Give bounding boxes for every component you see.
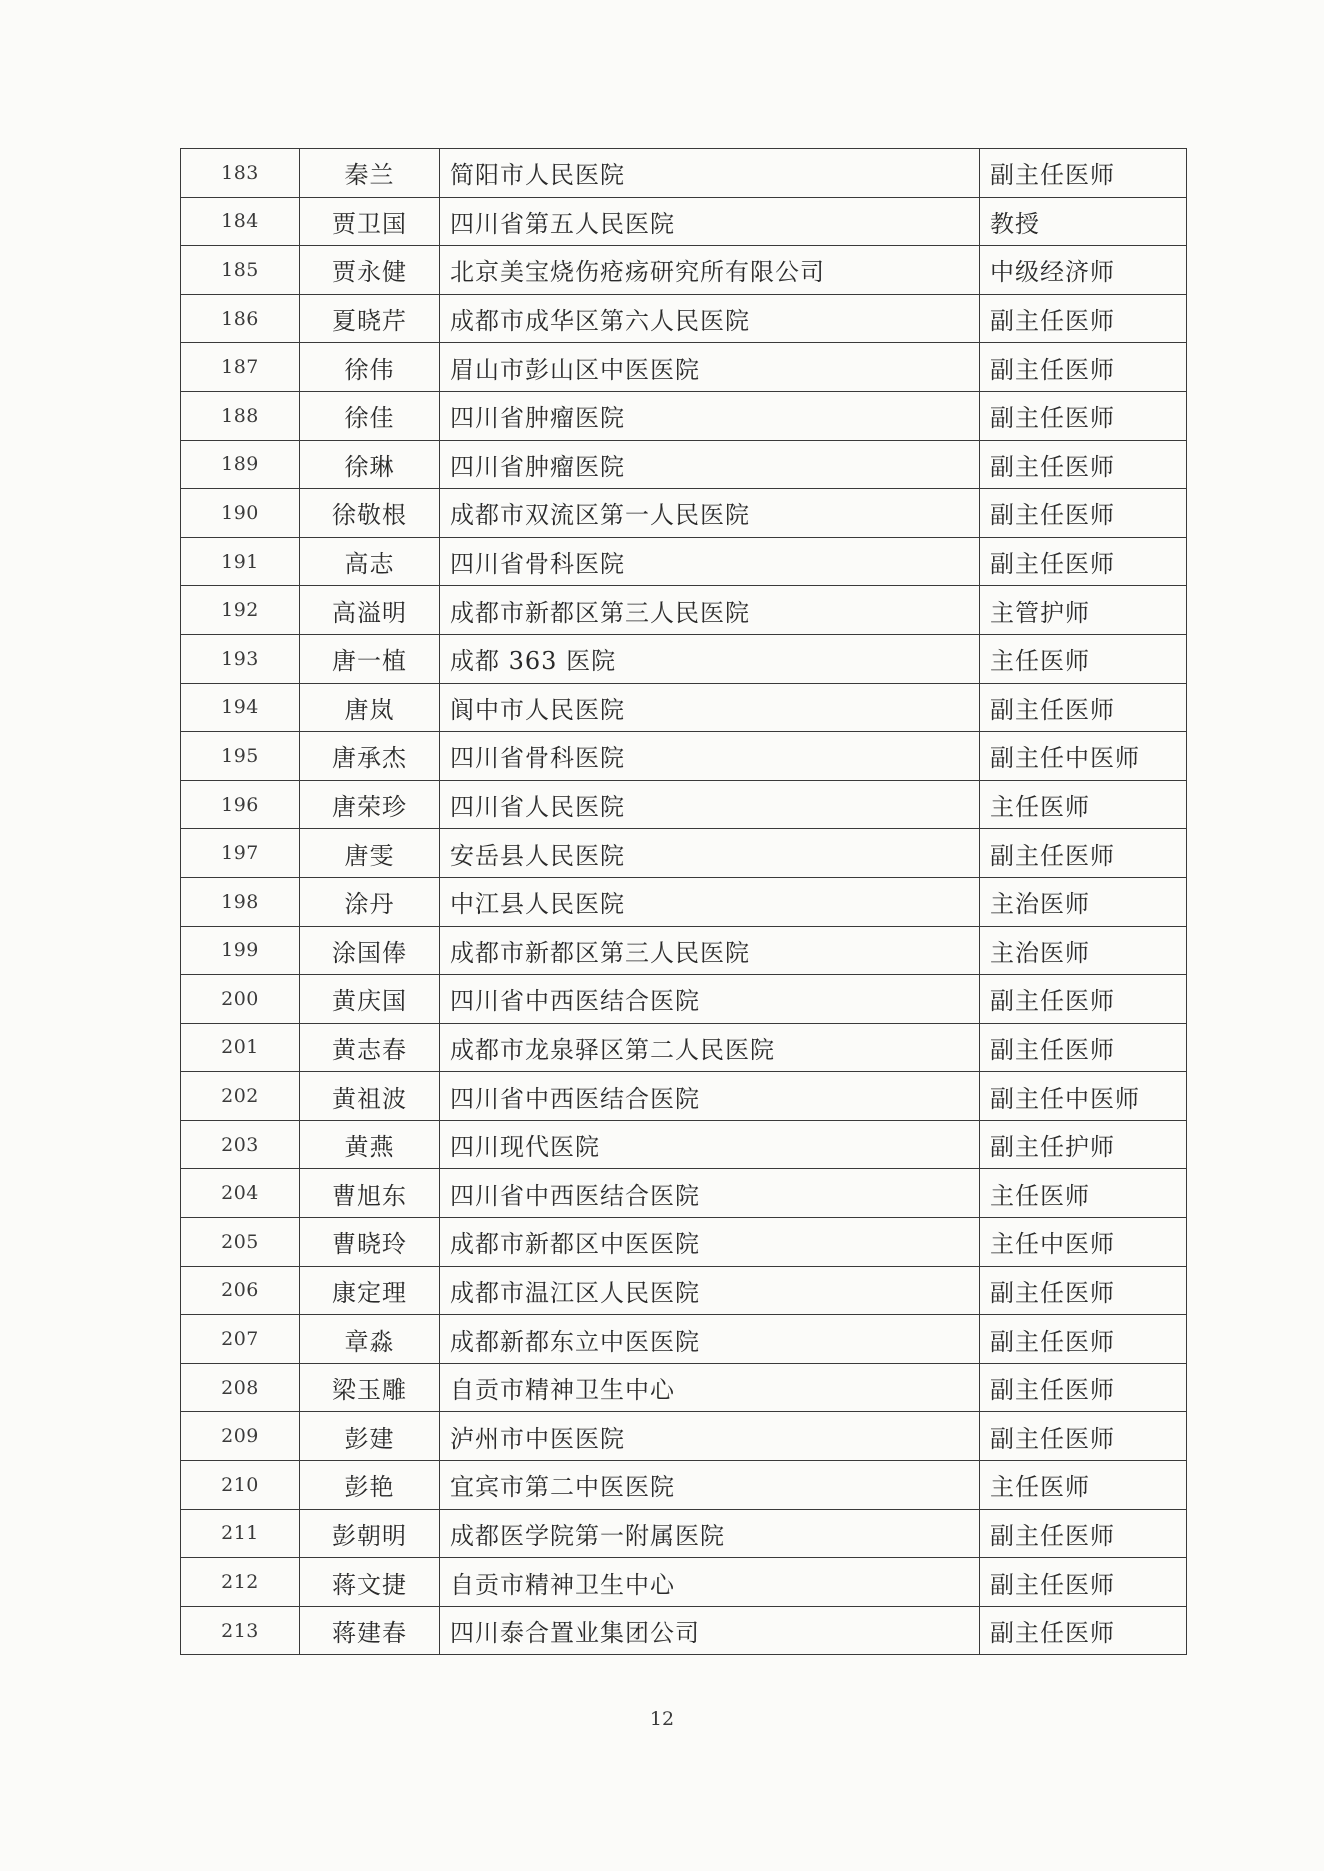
cell-number: 191: [181, 537, 300, 586]
cell-organization: 四川省第五人民医院: [440, 197, 980, 246]
table-row: [181, 197, 1187, 246]
cell-name: 彭建: [300, 1412, 440, 1461]
cell-number: 190: [181, 489, 300, 538]
cell-title: 副主任中医师: [980, 732, 1187, 781]
cell-name: 彭艳: [300, 1461, 440, 1510]
cell-name: 蒋文捷: [300, 1558, 440, 1607]
cell-organization: 北京美宝烧伤疮疡研究所有限公司: [440, 246, 980, 295]
cell-name: 唐岚: [300, 683, 440, 732]
cell-name: 康定理: [300, 1266, 440, 1315]
cell-title: 主任医师: [980, 1461, 1187, 1510]
cell-number: 184: [181, 197, 300, 246]
table-row: [181, 975, 1187, 1024]
cell-number: 203: [181, 1120, 300, 1169]
cell-organization: 宜宾市第二中医医院: [440, 1461, 980, 1510]
cell-name: 曹晓玲: [300, 1218, 440, 1267]
cell-organization: 安岳县人民医院: [440, 829, 980, 878]
table-row: [181, 829, 1187, 878]
table-row: [181, 683, 1187, 732]
table-row: [181, 391, 1187, 440]
table-row: [181, 1120, 1187, 1169]
cell-number: 189: [181, 440, 300, 489]
page-number: 12: [649, 1708, 675, 1730]
cell-name: 黄庆国: [300, 975, 440, 1024]
cell-name: 涂国俸: [300, 926, 440, 975]
cell-name: 秦兰: [300, 149, 440, 198]
cell-title: 副主任医师: [980, 1363, 1187, 1412]
table-row: [181, 294, 1187, 343]
cell-organization: 成都新都东立中医医院: [440, 1315, 980, 1364]
table-row: [181, 1218, 1187, 1267]
cell-number: 205: [181, 1218, 300, 1267]
cell-title: 主治医师: [980, 877, 1187, 926]
cell-number: 192: [181, 586, 300, 635]
cell-organization: 四川现代医院: [440, 1120, 980, 1169]
cell-organization: 四川省骨科医院: [440, 537, 980, 586]
cell-title: 副主任医师: [980, 1558, 1187, 1607]
cell-number: 212: [181, 1558, 300, 1607]
cell-title: 中级经济师: [980, 246, 1187, 295]
cell-name: 曹旭东: [300, 1169, 440, 1218]
cell-title: 副主任中医师: [980, 1072, 1187, 1121]
cell-organization: 成都市成华区第六人民医院: [440, 294, 980, 343]
cell-name: 唐一植: [300, 634, 440, 683]
table-row: [181, 1169, 1187, 1218]
cell-name: 章淼: [300, 1315, 440, 1364]
cell-organization: 成都市双流区第一人民医院: [440, 489, 980, 538]
cell-number: 186: [181, 294, 300, 343]
cell-number: 213: [181, 1606, 300, 1655]
cell-name: 涂丹: [300, 877, 440, 926]
cell-number: 199: [181, 926, 300, 975]
cell-title: 副主任医师: [980, 489, 1187, 538]
cell-title: 主任中医师: [980, 1218, 1187, 1267]
table-row: [181, 1412, 1187, 1461]
cell-organization: 四川省骨科医院: [440, 732, 980, 781]
table-row: [181, 246, 1187, 295]
cell-organization: 成都 363 医院: [440, 634, 980, 683]
cell-organization: 眉山市彭山区中医医院: [440, 343, 980, 392]
cell-organization: 四川省肿瘤医院: [440, 440, 980, 489]
cell-number: 183: [181, 149, 300, 198]
cell-organization: 四川省中西医结合医院: [440, 1169, 980, 1218]
table-row: [181, 1023, 1187, 1072]
cell-name: 贾永健: [300, 246, 440, 295]
cell-number: 197: [181, 829, 300, 878]
cell-name: 梁玉雕: [300, 1363, 440, 1412]
cell-title: 副主任医师: [980, 343, 1187, 392]
cell-organization: 四川省人民医院: [440, 780, 980, 829]
table-row: [181, 1558, 1187, 1607]
cell-name: 贾卫国: [300, 197, 440, 246]
table-row: [181, 489, 1187, 538]
cell-organization: 四川泰合置业集团公司: [440, 1606, 980, 1655]
cell-title: 主治医师: [980, 926, 1187, 975]
roster-table: [180, 148, 1187, 1655]
cell-name: 徐佳: [300, 391, 440, 440]
cell-number: 206: [181, 1266, 300, 1315]
cell-name: 唐承杰: [300, 732, 440, 781]
table-row: [181, 537, 1187, 586]
cell-title: 主任医师: [980, 634, 1187, 683]
cell-title: 教授: [980, 197, 1187, 246]
cell-name: 徐伟: [300, 343, 440, 392]
cell-name: 蒋建春: [300, 1606, 440, 1655]
cell-name: 黄燕: [300, 1120, 440, 1169]
cell-number: 208: [181, 1363, 300, 1412]
cell-number: 202: [181, 1072, 300, 1121]
cell-title: 主任医师: [980, 780, 1187, 829]
cell-organization: 中江县人民医院: [440, 877, 980, 926]
roster-table-body: [181, 149, 1187, 1655]
table-row: [181, 877, 1187, 926]
cell-name: 高志: [300, 537, 440, 586]
cell-name: 唐雯: [300, 829, 440, 878]
cell-title: 副主任医师: [980, 829, 1187, 878]
table-row: [181, 1363, 1187, 1412]
cell-organization: 自贡市精神卫生中心: [440, 1363, 980, 1412]
cell-organization: 成都市龙泉驿区第二人民医院: [440, 1023, 980, 1072]
table-row: [181, 1072, 1187, 1121]
cell-title: 主任医师: [980, 1169, 1187, 1218]
cell-organization: 四川省中西医结合医院: [440, 1072, 980, 1121]
cell-number: 209: [181, 1412, 300, 1461]
table-row: [181, 1461, 1187, 1510]
table-row: [181, 780, 1187, 829]
table-row: [181, 1509, 1187, 1558]
cell-name: 夏晓芹: [300, 294, 440, 343]
cell-organization: 阆中市人民医院: [440, 683, 980, 732]
cell-number: 198: [181, 877, 300, 926]
table-row: [181, 440, 1187, 489]
cell-title: 副主任医师: [980, 1606, 1187, 1655]
cell-title: 副主任医师: [980, 537, 1187, 586]
cell-organization: 四川省中西医结合医院: [440, 975, 980, 1024]
cell-number: 196: [181, 780, 300, 829]
cell-organization: 成都市新都区第三人民医院: [440, 926, 980, 975]
table-row: [181, 1606, 1187, 1655]
cell-organization: 成都市新都区中医医院: [440, 1218, 980, 1267]
table-row: [181, 149, 1187, 198]
cell-number: 194: [181, 683, 300, 732]
cell-name: 黄志春: [300, 1023, 440, 1072]
cell-number: 201: [181, 1023, 300, 1072]
cell-number: 207: [181, 1315, 300, 1364]
table-row: [181, 586, 1187, 635]
cell-name: 高溢明: [300, 586, 440, 635]
cell-number: 200: [181, 975, 300, 1024]
cell-organization: 四川省肿瘤医院: [440, 391, 980, 440]
cell-name: 彭朝明: [300, 1509, 440, 1558]
cell-title: 副主任医师: [980, 1412, 1187, 1461]
cell-name: 唐荣珍: [300, 780, 440, 829]
table-row: [181, 343, 1187, 392]
cell-title: 主管护师: [980, 586, 1187, 635]
cell-number: 210: [181, 1461, 300, 1510]
cell-organization: 自贡市精神卫生中心: [440, 1558, 980, 1607]
cell-organization: 成都医学院第一附属医院: [440, 1509, 980, 1558]
cell-name: 徐琳: [300, 440, 440, 489]
cell-organization: 成都市新都区第三人民医院: [440, 586, 980, 635]
cell-number: 187: [181, 343, 300, 392]
cell-title: 副主任医师: [980, 391, 1187, 440]
cell-number: 204: [181, 1169, 300, 1218]
table-row: [181, 732, 1187, 781]
cell-number: 195: [181, 732, 300, 781]
cell-number: 193: [181, 634, 300, 683]
cell-number: 211: [181, 1509, 300, 1558]
cell-number: 188: [181, 391, 300, 440]
cell-title: 副主任医师: [980, 1023, 1187, 1072]
cell-title: 副主任医师: [980, 440, 1187, 489]
table-row: [181, 926, 1187, 975]
cell-organization: 成都市温江区人民医院: [440, 1266, 980, 1315]
table-row: [181, 634, 1187, 683]
cell-title: 副主任医师: [980, 975, 1187, 1024]
cell-title: 副主任医师: [980, 1509, 1187, 1558]
cell-title: 副主任医师: [980, 1315, 1187, 1364]
cell-title: 副主任医师: [980, 1266, 1187, 1315]
cell-title: 副主任护师: [980, 1120, 1187, 1169]
cell-organization: 简阳市人民医院: [440, 149, 980, 198]
cell-number: 185: [181, 246, 300, 295]
cell-title: 副主任医师: [980, 149, 1187, 198]
cell-title: 副主任医师: [980, 683, 1187, 732]
table-row: [181, 1266, 1187, 1315]
cell-name: 徐敬根: [300, 489, 440, 538]
cell-title: 副主任医师: [980, 294, 1187, 343]
cell-name: 黄祖波: [300, 1072, 440, 1121]
cell-organization: 泸州市中医医院: [440, 1412, 980, 1461]
table-row: [181, 1315, 1187, 1364]
